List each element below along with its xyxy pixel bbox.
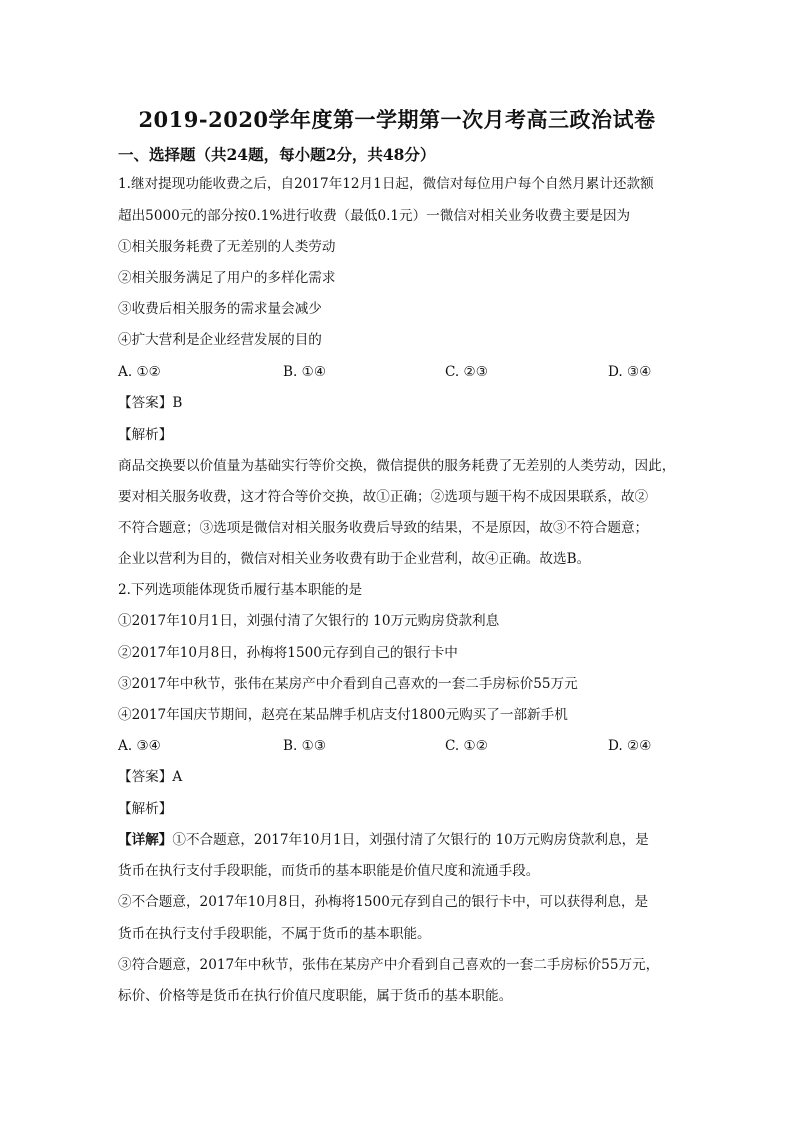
- q1-analysis-label: 【解析】: [118, 427, 173, 443]
- q1-option-a: A. ①②: [118, 364, 161, 380]
- q2-item-4: ④2017年国庆节期间，赵亮在某品牌手机店支付1800元购买了一部新手机: [118, 707, 568, 723]
- exam-title: 2019-2020学年度第一学期第一次月考高三政治试卷: [138, 107, 656, 132]
- q1-analysis-line-4: 企业以营利为目的，微信对相关业务收费有助于企业营利，故④正确。故选B。: [118, 551, 591, 567]
- q1-analysis-line-2: 要对相关服务收费，这才符合等价交换，故①正确；②选项与题干构不成因果联系，故②: [118, 489, 649, 505]
- q2-detail-line-2: 货币在执行支付手段职能，而货币的基本职能是价值尺度和流通手段。: [118, 863, 540, 879]
- q1-option-c: C. ②③: [445, 364, 488, 380]
- q2-detail-label: 【详解】: [118, 832, 173, 848]
- q1-item-1: ①相关服务耗费了无差别的人类劳动: [118, 239, 336, 255]
- q2-detail-line-3: ②不合题意，2017年10月8日，孙梅将1500元存到自己的银行卡中，可以获得利息，是: [118, 894, 649, 910]
- q2-detail-line-6: 标价、价格等是货币在执行价值尺度职能，属于货币的基本职能。: [118, 988, 513, 1004]
- q2-detail-line-1: [118, 830, 649, 850]
- q2-detail-line-5: ③符合题意，2017年中秋节，张伟在某房产中介看到自己喜欢的一套二手房标价55万元，: [118, 957, 660, 973]
- q1-answer: 【答案】B: [118, 395, 183, 411]
- section-heading: 一、选择题（共24题，每小题2分，共48分）: [118, 145, 436, 164]
- q2-option-d: D. ②④: [608, 738, 652, 754]
- q2-item-3: ③2017年中秋节，张伟在某房产中介看到自己喜欢的一套二手房标价55万元: [118, 676, 578, 692]
- q2-item-2: ②2017年10月8日，孙梅将1500元存到自己的银行卡中: [118, 645, 458, 661]
- q1-option-b: B. ①④: [283, 364, 327, 380]
- q1-item-4: ④扩大营利是企业经营发展的目的: [118, 332, 322, 348]
- q2-detail-text-1: ①不合题意，2017年10月1日，刘强付清了欠银行的 10万元购房贷款利息，是: [172, 832, 649, 848]
- q2-analysis-label: 【解析】: [118, 801, 173, 817]
- q2-option-a: A. ③④: [118, 738, 161, 754]
- q2-option-b: B. ①③: [283, 738, 327, 754]
- q1-option-d: D. ③④: [608, 364, 652, 380]
- q1-analysis-line-3: 不符合题意；③选项是微信对相关服务收费后导致的结果，不是原因，故③不符合题意；: [118, 520, 649, 536]
- q2-stem: 2.下列选项能体现货币履行基本职能的是: [118, 582, 363, 598]
- q2-item-1: ①2017年10月1日，刘强付清了欠银行的 10万元购房贷款利息: [118, 613, 500, 629]
- q2-detail-line-4: 货币在执行支付手段职能，不属于货币的基本职能。: [118, 926, 431, 942]
- q1-stem-line-1: 1.继对提现功能收费之后，自2017年12月1日起，微信对每位用户每个自然月累计还款额: [118, 176, 654, 192]
- q2-option-c: C. ①②: [445, 738, 488, 754]
- q1-stem-line-2: 超出5000元的部分按0.1%进行收费（最低0.1元）一微信对相关业务收费主要是因为: [118, 208, 631, 224]
- q2-answer: 【答案】A: [118, 769, 183, 785]
- q1-analysis-line-1: 商品交换要以价值量为基础实行等价交换，微信提供的服务耗费了无差别的人类劳动，因此，: [118, 458, 676, 474]
- q1-item-2: ②相关服务满足了用户的多样化需求: [118, 270, 336, 286]
- q1-item-3: ③收费后相关服务的需求量会减少: [118, 301, 322, 317]
